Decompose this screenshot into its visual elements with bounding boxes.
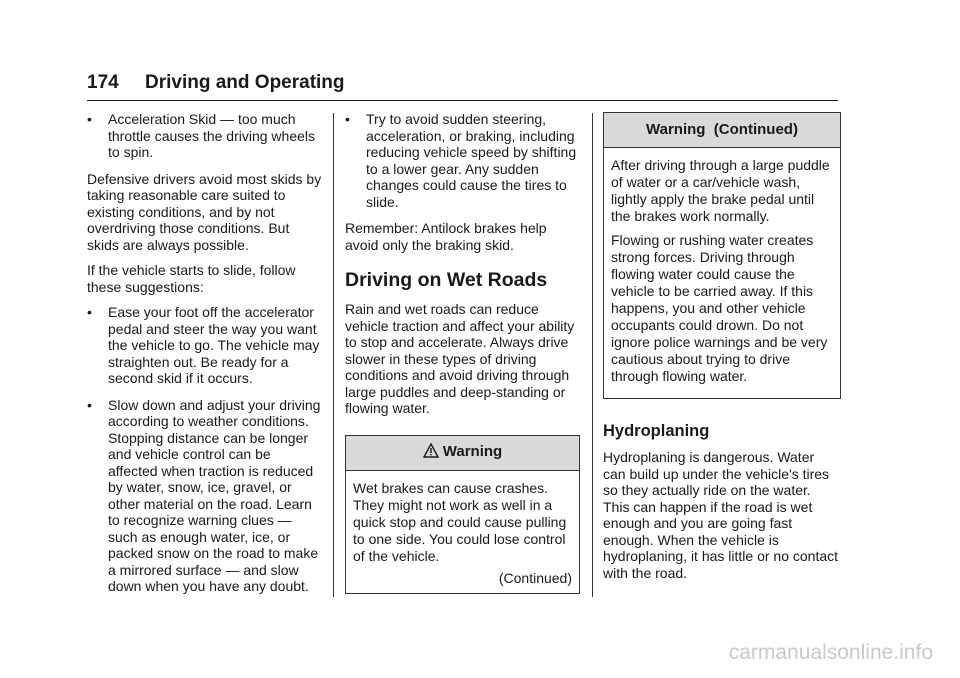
section-title: Driving and Operating — [145, 72, 345, 93]
bullet-item — [345, 111, 580, 210]
page-header — [87, 72, 838, 101]
column-2 — [345, 111, 580, 594]
section-heading: Driving on Wet Roads — [345, 269, 548, 291]
warning-text: After driving through a large puddle of water or a car/vehicle wash, lightly apply the brake pedal until the brakes work normally. — [611, 157, 830, 224]
paragraph: Remember: Antilock brakes help avoid only the braking skid. — [345, 220, 547, 253]
warning-body — [604, 148, 840, 398]
bullet-item — [87, 111, 322, 161]
bullet-text: Slow down and adjust your driving according to weather conditions. Stopping distance can be longer and vehicle control can be affected when traction is reduced by water, snow, ice, gravel, or other material on the road. Learn to recognize warning clues — such as enough water, ice, or packed snow on the road to make a mirrored surface — and slow down when you have any doubt. — [108, 396, 321, 594]
bullet-item — [87, 304, 322, 387]
bullet-text: Try to avoid sudden steering, acceleration, or braking, including reducing vehicle speed by shifting to a lower gear. Any sudden changes could cause the tires to slide. — [366, 111, 577, 210]
warning-header — [346, 436, 579, 471]
section-heading: Hydroplaning — [603, 422, 710, 440]
paragraph: Hydroplaning is dangerous. Water can build up under the vehicle's tires so they actually ride on the water. This can happen if the road is wet enough and you are going fast enough. When the vehicle is hydroplaning, it has little or no contact with the road. — [603, 449, 839, 581]
warning-box — [345, 435, 580, 594]
bullet-marker: • — [87, 396, 92, 413]
paragraph: If the vehicle starts to slide, follow these suggestions: — [87, 262, 296, 295]
warning-triangle-icon — [423, 443, 439, 463]
warning-header: Warning (Continued) — [604, 113, 840, 148]
bullet-marker: • — [87, 111, 92, 127]
continued-label: (Continued) — [498, 569, 572, 586]
paragraph: Rain and wet roads can reduce vehicle traction and affect your ability to stop and accelerate. Always drive slower in these types of driving conditions and avoid driving through large puddles and deep-standing or flowing water. — [345, 301, 575, 416]
column-1 — [87, 111, 322, 605]
warning-continued-box — [603, 112, 841, 399]
warning-text: Flowing or rushing water creates strong forces. Driving through flowing water could cause the vehicle to be carried away. If this happens, you and other vehicle occupants could drown. Do not ignore police warnings and be very cautious about trying to drive through flowing water. — [611, 232, 828, 384]
page-number: 174 — [87, 72, 119, 93]
warning-title: Warning — [442, 443, 503, 461]
column-3 — [603, 112, 839, 590]
bullet-marker: • — [345, 111, 350, 127]
bullet-marker: • — [87, 304, 92, 320]
warning-body — [346, 471, 579, 593]
paragraph: Defensive drivers avoid most skids by taking reasonable care suited to existing conditions, and by not overdriving those conditions. But skids are always possible. — [87, 170, 322, 253]
watermark: carmanualsonline.info — [728, 641, 933, 664]
bullet-text: Acceleration Skid — too much throttle causes the driving wheels to spin. — [108, 111, 315, 160]
warning-text: Wet brakes can cause crashes. They might not work as well in a quick stop and could cause pulling to one side. You could lose control of the vehicle. — [353, 479, 567, 564]
column-divider-1 — [333, 113, 334, 597]
bullet-item — [87, 397, 322, 595]
column-divider-2 — [592, 113, 593, 597]
bullet-text: Ease your foot off the accelerator pedal and steer the way you want the vehicle to go. The vehicle may straighten out. Be ready for a second skid if it occurs. — [108, 304, 320, 386]
